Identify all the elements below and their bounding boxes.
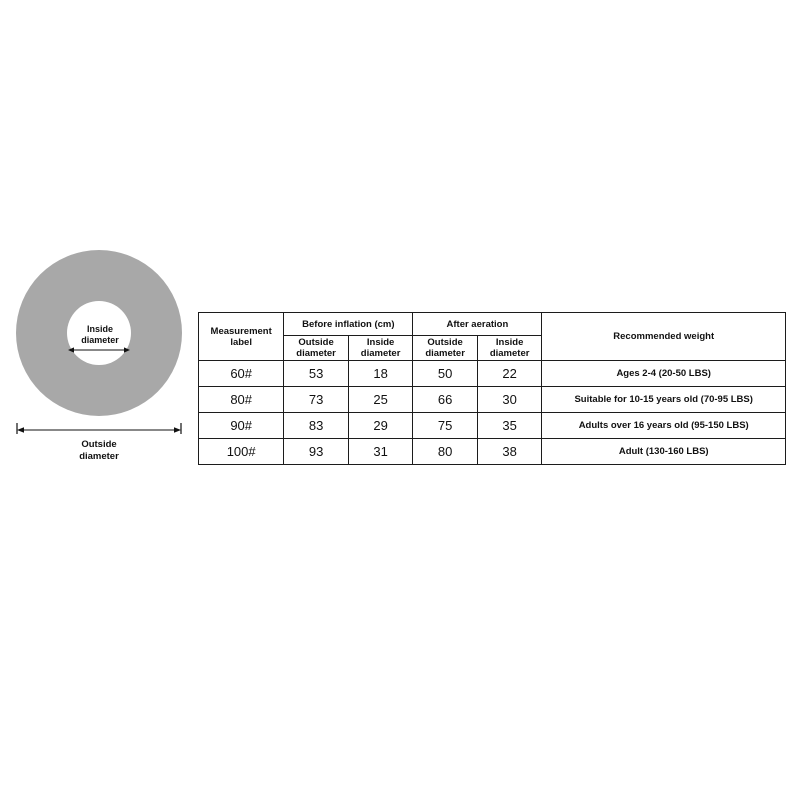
cell-recommended-weight: Adults over 16 years old (95-150 LBS) <box>542 413 786 439</box>
header-before-outside-line1: Outside <box>298 337 334 348</box>
table-body <box>199 361 786 465</box>
header-after-outside-diameter <box>413 336 478 361</box>
cell-after-inside: 30 <box>477 387 542 413</box>
outside-diameter-label-line1: Outside <box>81 439 117 450</box>
cell-measurement-label: 100# <box>199 439 284 465</box>
header-after-inside-line1: Inside <box>495 337 524 348</box>
cell-before-outside: 73 <box>284 387 349 413</box>
header-after-inside-line2: diameter <box>489 348 530 359</box>
cell-recommended-weight: Adult (130-160 LBS) <box>542 439 786 465</box>
header-before-outside-diameter <box>284 336 349 361</box>
cell-recommended-weight: Ages 2-4 (20-50 LBS) <box>542 361 786 387</box>
header-after-aeration: After aeration <box>413 313 542 336</box>
header-recommended-weight: Recommended weight <box>542 313 786 361</box>
cell-measurement-label: 60# <box>199 361 284 387</box>
cell-before-outside: 93 <box>284 439 349 465</box>
table-row <box>199 387 786 413</box>
header-measurement-label <box>199 313 284 361</box>
header-measurement-label-line1: Measurement <box>210 325 272 337</box>
inside-diameter-label <box>60 324 140 346</box>
cell-before-outside: 83 <box>284 413 349 439</box>
table-row <box>199 413 786 439</box>
cell-after-inside: 38 <box>477 439 542 465</box>
outside-diameter-label-line2: diameter <box>79 451 119 462</box>
cell-before-inside: 29 <box>348 413 413 439</box>
table-header-row-top <box>199 313 786 336</box>
header-before-inside-line2: diameter <box>360 348 401 359</box>
size-spec-table <box>198 312 786 465</box>
header-before-inside-line1: Inside <box>366 337 395 348</box>
cell-after-outside: 80 <box>413 439 478 465</box>
cell-before-inside: 31 <box>348 439 413 465</box>
cell-recommended-weight: Suitable for 10-15 years old (70-95 LBS) <box>542 387 786 413</box>
ring-diagram <box>8 250 188 480</box>
outside-diameter-dimension-icon <box>16 422 182 436</box>
cell-measurement-label: 90# <box>199 413 284 439</box>
header-before-inside-diameter <box>348 336 413 361</box>
header-before-inflation: Before inflation (cm) <box>284 313 413 336</box>
table-row <box>199 439 786 465</box>
cell-after-outside: 66 <box>413 387 478 413</box>
inside-diameter-arrow-icon <box>68 346 130 354</box>
inside-diameter-label-line2: diameter <box>81 335 119 345</box>
cell-measurement-label: 80# <box>199 387 284 413</box>
cell-after-outside: 50 <box>413 361 478 387</box>
inside-diameter-label-line1: Inside <box>86 324 113 334</box>
cell-after-inside: 35 <box>477 413 542 439</box>
cell-after-inside: 22 <box>477 361 542 387</box>
cell-after-outside: 75 <box>413 413 478 439</box>
header-after-inside-diameter <box>477 336 542 361</box>
header-after-outside-line1: Outside <box>427 337 463 348</box>
cell-before-outside: 53 <box>284 361 349 387</box>
cell-before-inside: 25 <box>348 387 413 413</box>
outside-diameter-label <box>16 439 182 463</box>
header-after-outside-line2: diameter <box>425 348 465 359</box>
header-measurement-label-line2: label <box>230 336 252 348</box>
table-row <box>199 361 786 387</box>
cell-before-inside: 18 <box>348 361 413 387</box>
table-header <box>199 313 786 361</box>
header-before-outside-line2: diameter <box>296 348 336 359</box>
